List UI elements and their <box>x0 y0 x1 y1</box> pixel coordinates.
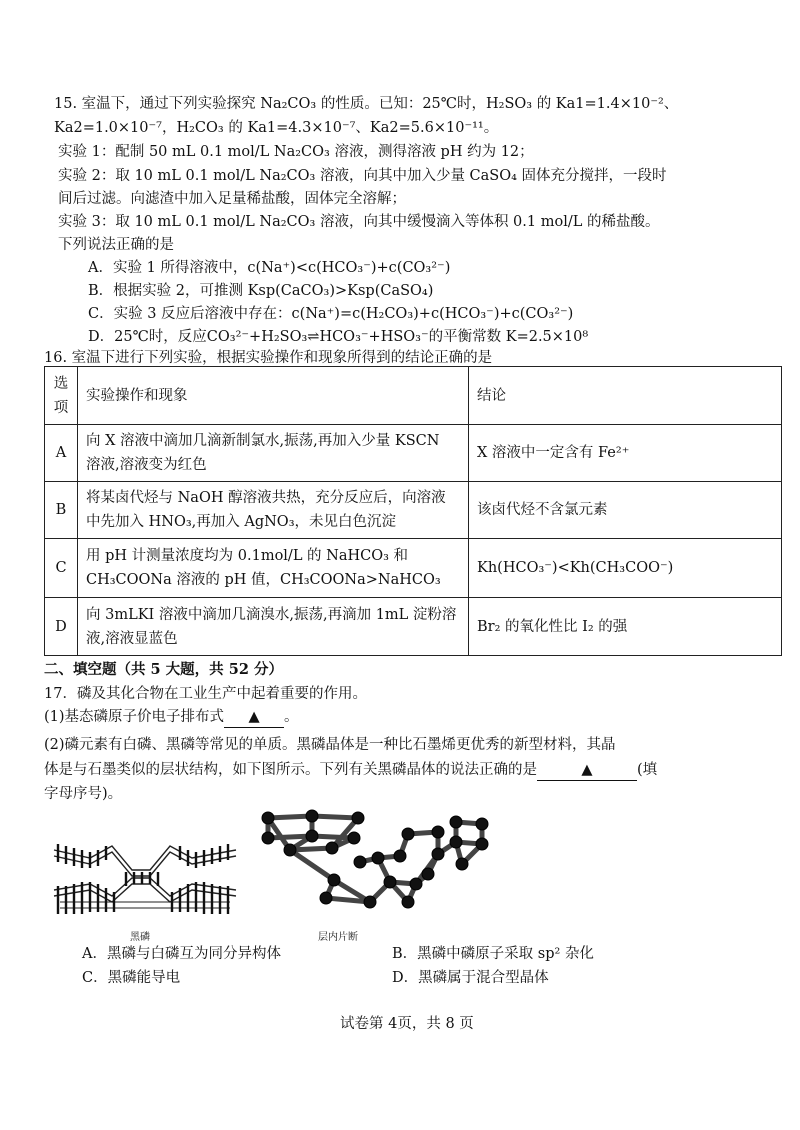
row-conclusion: Kh(HCO₃⁻)<Kh(CH₃COO⁻) <box>469 539 782 598</box>
answer-blank-1[interactable]: ▲ <box>224 707 284 728</box>
q15-option-c[interactable]: C．实验 3 反应后溶液中存在：c(Na⁺)=c(H₂CO₃)+c(HCO₃⁻)+c(CO₃²⁻) <box>88 306 574 322</box>
table-header-row <box>45 367 782 425</box>
q17-part2-line2: 体是与石墨类似的层状结构，如下图所示。下列有关黑磷晶体的说法正确的是 ▲ (填 <box>44 760 657 781</box>
layer-fragment-figure <box>250 802 500 922</box>
row-label: B <box>45 482 78 539</box>
row-operation: 向 3mLKI 溶液中滴加几滴溴水,振荡,再滴加 1mL 淀粉溶 液,溶液显蓝色 <box>78 598 469 656</box>
q15-exp2-line1: 实验 2：取 10 mL 0.1 mol/L Na₂CO₃ 溶液，向其中加入少量 CaSO₄ 固体充分搅拌，一段时 <box>58 168 667 184</box>
q15-exp3: 实验 3：取 10 mL 0.1 mol/L Na₂CO₃ 溶液，向其中缓慢滴入等体积 0.1 mol/L 的稀盐酸。 <box>58 214 660 230</box>
answer-blank-2[interactable]: ▲ <box>537 760 637 781</box>
table-row <box>45 539 782 598</box>
q17-option-a[interactable]: A．黑磷与白磷互为同分异构体 <box>82 946 281 962</box>
q15-prompt: 下列说法正确的是 <box>58 237 174 253</box>
q15-exp2-line2: 间后过滤。向滤渣中加入足量稀盐酸，固体完全溶解； <box>58 191 406 207</box>
figure-caption-left: 黑磷 <box>130 932 150 943</box>
q15-option-a[interactable]: A．实验 1 所得溶液中，c(Na⁺)<c(HCO₃⁻)+c(CO₃²⁻) <box>88 260 451 276</box>
table-row <box>45 482 782 539</box>
q16-stem: 16. 室温下进行下列实验，根据实验操作和现象所得到的结论正确的是 <box>44 350 493 366</box>
q17-stem: 17．磷及其化合物在工业生产中起着重要的作用。 <box>44 686 367 702</box>
row-conclusion: X 溶液中一定含有 Fe²⁺ <box>469 425 782 482</box>
q15-option-d[interactable]: D．25℃时，反应CO₃²⁻+H₂SO₃⇌HCO₃⁻+HSO₃⁻的平衡常数 K=2.5×10⁸ <box>88 329 589 345</box>
row-label: D <box>45 598 78 656</box>
row-conclusion: 该卤代烃不含氯元素 <box>469 482 782 539</box>
black-phosphorus-layers-figure <box>50 828 240 924</box>
row-label: A <box>45 425 78 482</box>
q17-option-d[interactable]: D．黑磷属于混合型晶体 <box>392 970 549 986</box>
q15-line1: 15. 室温下，通过下列实验探究 Na₂CO₃ 的性质。已知：25℃时，H₂SO₃ 的 Ka1=1.4×10⁻²、 <box>54 96 679 112</box>
q17-part2-line3: 字母序号)。 <box>44 786 123 802</box>
table-row <box>45 598 782 656</box>
row-label: C <box>45 539 78 598</box>
header-conclusion: 结论 <box>469 367 782 425</box>
q17-option-b[interactable]: B．黑磷中磷原子采取 sp² 杂化 <box>392 946 594 962</box>
q15-exp1: 实验 1：配制 50 mL 0.1 mol/L Na₂CO₃ 溶液，测得溶液 pH 约为 12； <box>58 144 534 160</box>
q17-part1: (1)基态磷原子价电子排布式 ▲ 。 <box>44 707 299 728</box>
table-row <box>45 425 782 482</box>
q15-option-b[interactable]: B．根据实验 2，可推测 Ksp(CaCO₃)>Ksp(CaSO₄) <box>88 283 434 299</box>
page-footer: 试卷第 4页，共 8 页 <box>340 1016 474 1032</box>
row-operation: 向 X 溶液中滴加几滴新制氯水,振荡,再加入少量 KSCN 溶液,溶液变为红色 <box>78 425 469 482</box>
row-operation: 用 pH 计测量浓度均为 0.1mol/L 的 NaHCO₃ 和 CH₃COONa 溶液的 pH 值，CH₃COONa>NaHCO₃ <box>78 539 469 598</box>
q17-part2-line1: (2)磷元素有白磷、黑磷等常见的单质。黑磷晶体是一种比石墨烯更优秀的新型材料，其晶 <box>44 737 616 753</box>
figure-caption-right: 层内片断 <box>318 932 358 943</box>
row-operation: 将某卤代烃与 NaOH 醇溶液共热，充分反应后，向溶液 中先加入 HNO₃,再加入 AgNO₃，未见白色沉淀 <box>78 482 469 539</box>
q16-table <box>44 366 782 656</box>
q15-line2: Ka2=1.0×10⁻⁷，H₂CO₃ 的 Ka1=4.3×10⁻⁷、Ka2=5.6×10⁻¹¹。 <box>54 120 499 136</box>
header-option: 选 项 <box>45 367 78 425</box>
row-conclusion: Br₂ 的氧化性比 I₂ 的强 <box>469 598 782 656</box>
header-operation: 实验操作和现象 <box>78 367 469 425</box>
section-title: 二、填空题（共 5 大题，共 52 分） <box>44 661 283 678</box>
q17-option-c[interactable]: C．黑磷能导电 <box>82 970 181 986</box>
